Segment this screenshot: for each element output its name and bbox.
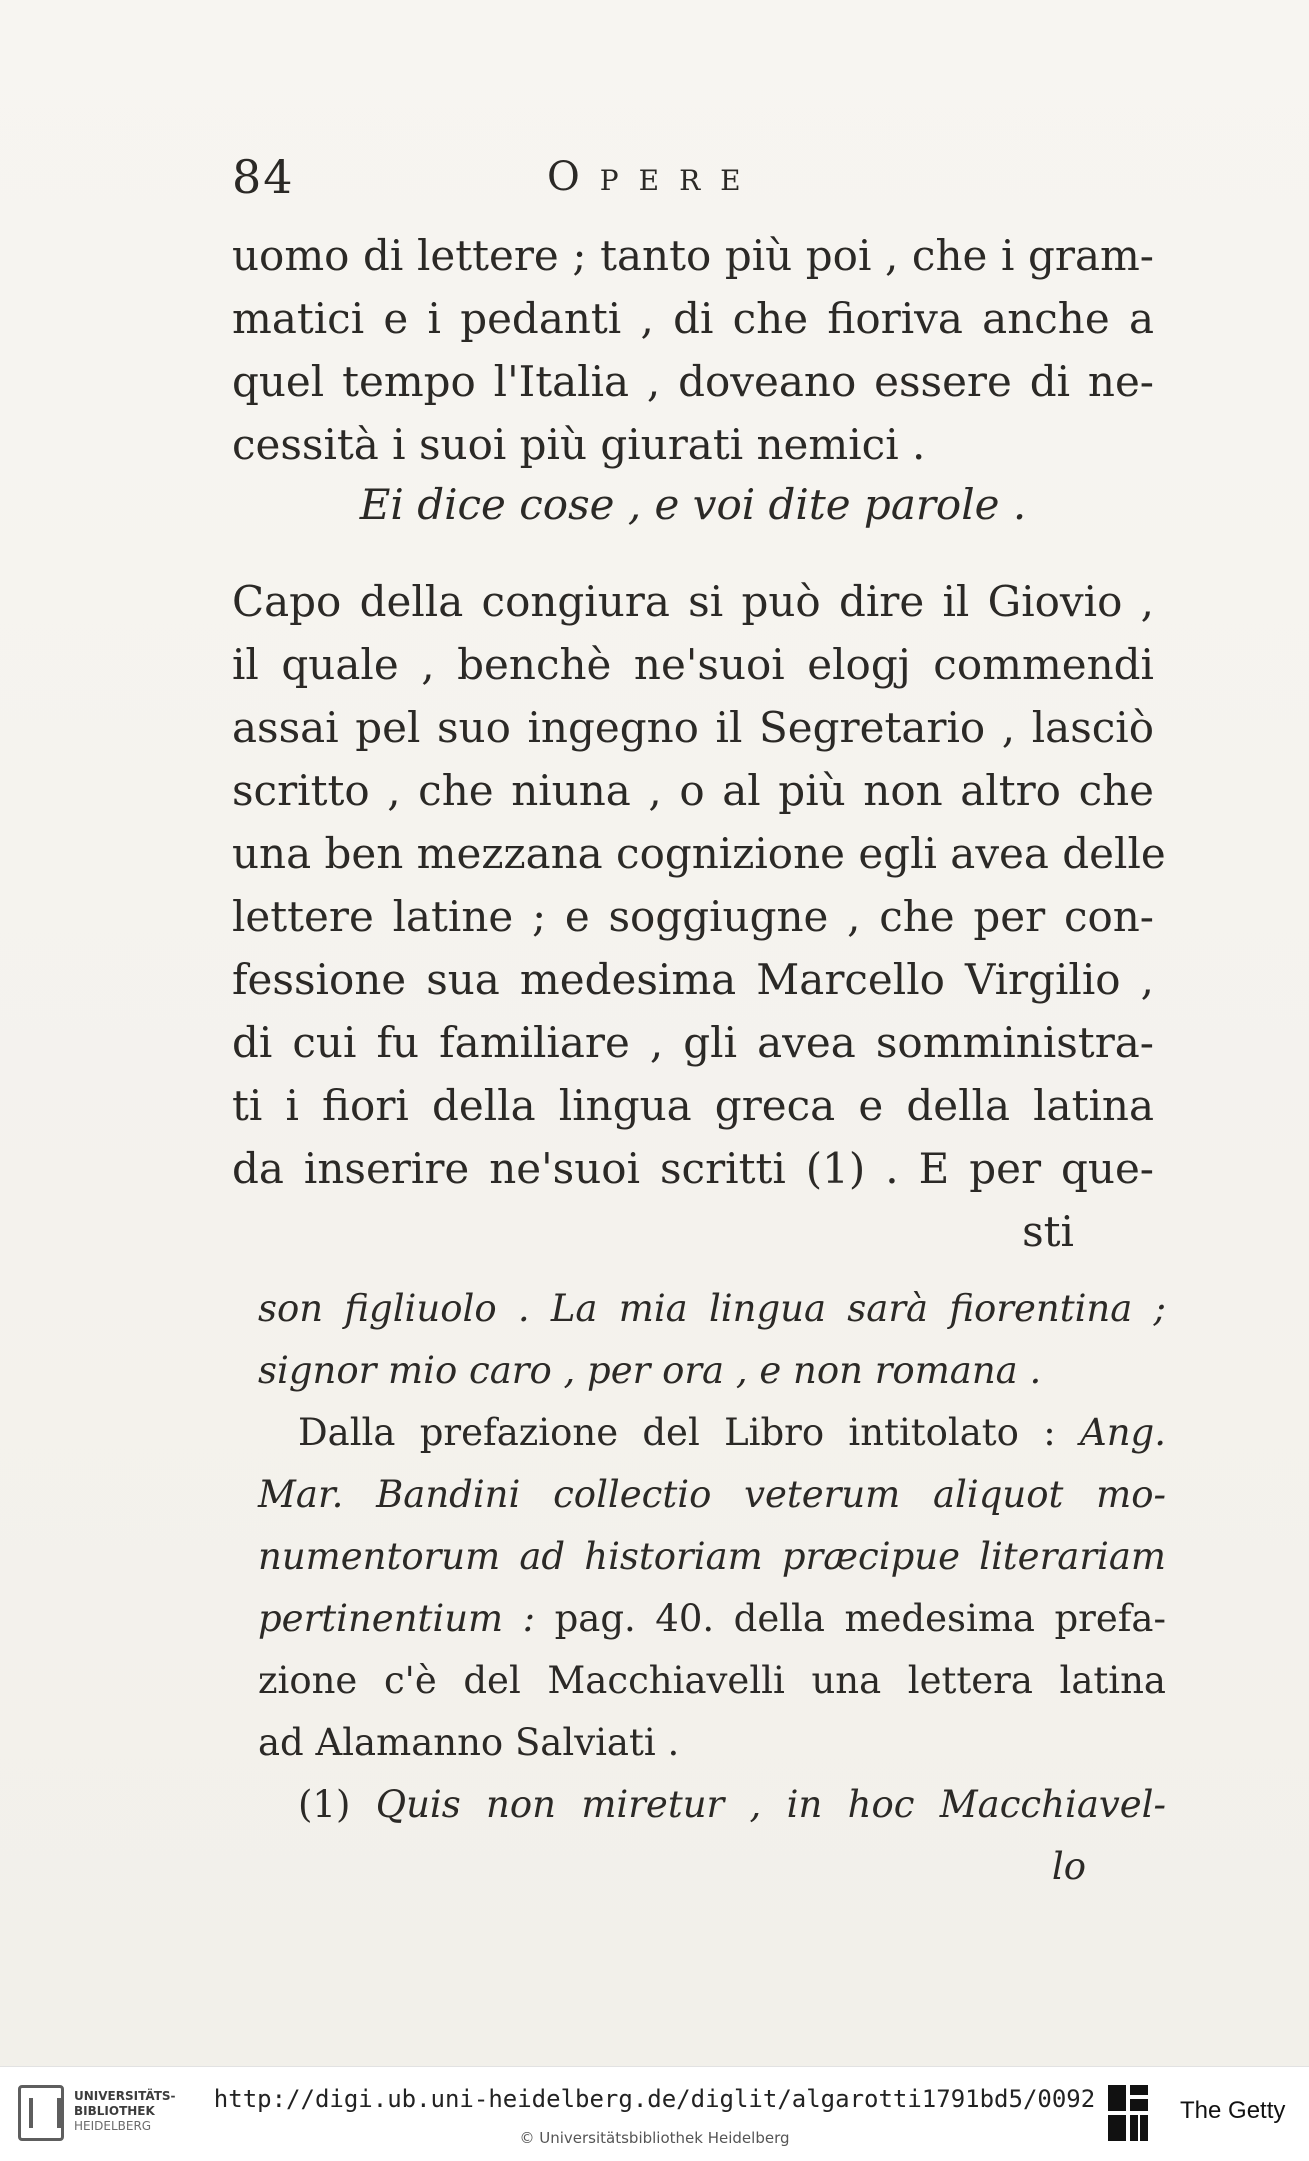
note-text: Quis non miretur , in hoc Macchiavel- xyxy=(375,1783,1167,1826)
quoted-verse: Ei dice cose , e voi dite parole . xyxy=(359,480,1027,529)
note-catchword: lo xyxy=(1051,1845,1086,1888)
getty-logo-icon xyxy=(1106,2083,1150,2143)
copyright-notice: © Universitätsbibliothek Heidelberg xyxy=(519,2129,790,2147)
text-line: uomo di lettere ; tanto più poi , che i gram- xyxy=(232,231,1154,280)
note-text: (1) xyxy=(298,1783,376,1826)
note-line: ad Alamanno Salviati . xyxy=(258,1721,680,1764)
note-line: numentorum ad historiam præcipue literariam xyxy=(258,1535,1166,1578)
text-line: una ben mezzana cognizione egli avea delle xyxy=(232,829,1166,878)
library-name-line: BIBLIOTHEK xyxy=(74,2104,155,2118)
text-line: cessità i suoi più giurati nemici . xyxy=(232,420,926,469)
note-line: signor mio caro , per ora , e non romana . xyxy=(258,1349,1042,1392)
text-line: lettere latine ; e soggiugne , che per con- xyxy=(232,892,1154,941)
note-line xyxy=(258,1588,1166,1650)
note-text: pertinentium : xyxy=(258,1597,555,1640)
note-text: pag. 40. della medesima prefa- xyxy=(554,1597,1166,1640)
text-line: scritto , che niuna , o al più non altro che xyxy=(232,766,1154,815)
note-line xyxy=(258,1402,1166,1464)
library-name-line: UNIVERSITÄTS- xyxy=(74,2089,176,2103)
text-line: il quale , benchè ne'suoi elogj commendi xyxy=(232,640,1154,689)
text-line: quel tempo l'Italia , doveano essere di ne- xyxy=(232,357,1154,406)
note-text: Ang. xyxy=(1080,1411,1166,1454)
footnotes xyxy=(258,1278,1166,1898)
note-line xyxy=(258,1278,1166,1340)
note-text: Dalla prefazione del Libro intitolato : xyxy=(298,1411,1080,1454)
text-line: ti i fiori della lingua greca e della latina xyxy=(232,1081,1154,1130)
text-line: da inserire ne'suoi scritti (1) . E per que- xyxy=(232,1144,1154,1193)
page-header xyxy=(232,150,1092,220)
viewer-footer xyxy=(0,2066,1309,2161)
text-line: Capo della congiura si può dire il Giovio , xyxy=(232,577,1154,626)
note-text: son figliuolo . xyxy=(258,1287,551,1330)
note-text: La mia lingua sarà fiorentina ; xyxy=(550,1287,1167,1330)
library-name-line: HEIDELBERG xyxy=(74,2119,152,2133)
text-line: fessione sua medesima Marcello Virgilio , xyxy=(232,955,1154,1004)
text-line: di cui fu familiare , gli avea somministra- xyxy=(232,1018,1154,1067)
note-line xyxy=(258,1774,1166,1836)
paragraph-1 xyxy=(232,224,1154,476)
note-line: Mar. Bandini collectio veterum aliquot mo- xyxy=(258,1473,1166,1516)
text-line: matici e i pedanti , di che fioriva anche a xyxy=(232,294,1154,343)
page-number: 84 xyxy=(232,150,295,204)
text-line: assai pel suo ingegno il Segretario , lasciò xyxy=(232,703,1154,752)
running-head: Opere xyxy=(547,154,761,200)
partner-name: The Getty xyxy=(1180,2097,1286,2124)
permalink-url[interactable]: http://digi.ub.uni-heidelberg.de/diglit/algarotti1791bd5/0092 xyxy=(213,2085,1096,2113)
catchword: sti xyxy=(1022,1207,1074,1256)
paragraph-2 xyxy=(232,570,1166,1263)
note-line: zione c'è del Macchiavelli una lettera latina xyxy=(258,1659,1166,1702)
